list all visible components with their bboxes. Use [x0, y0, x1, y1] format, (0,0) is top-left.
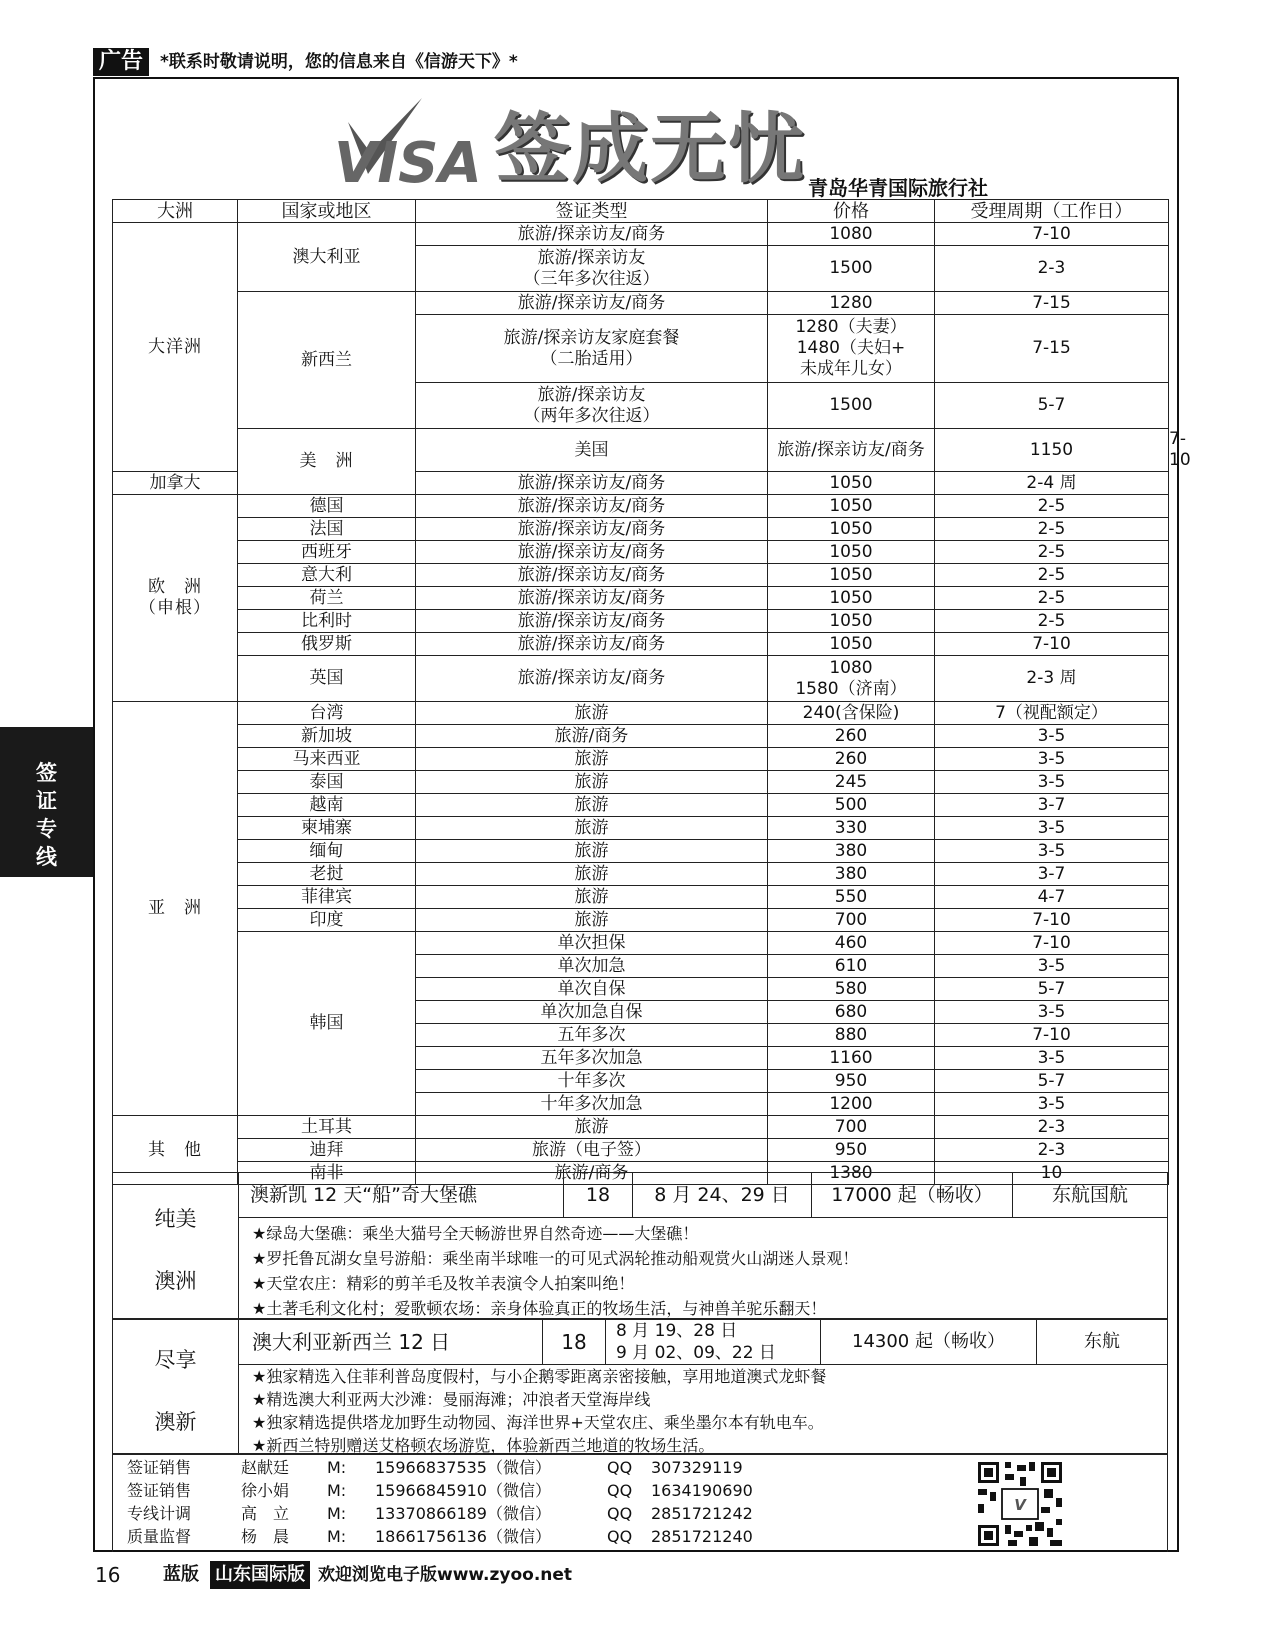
table-row — [113, 518, 1169, 541]
period-cell: 7-10 — [935, 1024, 1169, 1047]
contact-phone: 13370866189（微信） — [375, 1504, 551, 1523]
table-row — [113, 223, 1169, 246]
type-cell: 五年多次加急 — [416, 1047, 768, 1070]
contact-m: M: — [327, 1504, 347, 1523]
price-cell: 580 — [768, 978, 935, 1001]
price-line: 1080 — [829, 657, 873, 678]
type-cell: 旅游/探亲访友/商务 — [416, 656, 768, 702]
country-cell: 澳大利亚 — [238, 223, 416, 292]
tour-highlight: ★独家精选入住菲利普岛度假村，与小企鹅零距离亲密接触，享用地道澳式龙虾餐 — [252, 1367, 827, 1386]
type-cell: 单次加急自保 — [416, 1001, 768, 1024]
edition-label: 蓝版 — [163, 1564, 199, 1585]
type-line: 旅游/探亲访友家庭套餐 — [503, 327, 680, 348]
price-cell: 1050 — [768, 472, 935, 495]
col-header: 受理周期（工作日） — [935, 200, 1169, 223]
type-line: （两年多次往返） — [523, 405, 660, 426]
type-cell: 五年多次 — [416, 1024, 768, 1047]
qr-code-icon — [975, 1459, 1065, 1549]
price-cell: 1050 — [768, 518, 935, 541]
country-cell: 荷兰 — [238, 587, 416, 610]
table-row — [113, 932, 1169, 955]
table-row — [113, 886, 1169, 909]
period-cell: 2-5 — [935, 495, 1169, 518]
period-cell: 7-10 — [935, 633, 1169, 656]
period-cell: 3-5 — [935, 748, 1169, 771]
country-cell: 意大利 — [238, 564, 416, 587]
tour-highlight: ★罗托鲁瓦湖女皇号游船：乘坐南半球唯一的可见式涡轮推动船观赏火山湖迷人景观！ — [252, 1249, 859, 1268]
col-header: 价格 — [768, 200, 935, 223]
price-cell: 460 — [768, 932, 935, 955]
price-cell: 700 — [768, 909, 935, 932]
price-cell: 1160 — [768, 1047, 935, 1070]
table-row — [113, 564, 1169, 587]
country-cell: 西班牙 — [238, 541, 416, 564]
price-cell: 610 — [768, 955, 935, 978]
contact-name: 徐小娟 — [241, 1481, 290, 1500]
ad-note: *联系时敬请说明，您的信息来自《信游天下》* — [160, 52, 518, 72]
tour-date-line: 8 月 19、28 日 — [616, 1321, 738, 1341]
contact-phone: 15966837535（微信） — [375, 1458, 551, 1477]
period-cell: 3-7 — [935, 863, 1169, 886]
tour-label-line: 澳新 — [154, 1410, 197, 1434]
type-cell: 单次加急 — [416, 955, 768, 978]
table-row — [113, 495, 1169, 518]
country-cell: 土耳其 — [238, 1116, 416, 1139]
type-cell: 单次自保 — [416, 978, 768, 1001]
table-row — [113, 1139, 1169, 1162]
period-cell: 7-10 — [935, 932, 1169, 955]
country-cell: 缅甸 — [238, 840, 416, 863]
web-link[interactable]: 欢迎浏览电子版www.zyoo.net — [318, 1565, 573, 1585]
type-cell — [416, 246, 768, 292]
period-cell: 2-3 — [935, 246, 1169, 292]
country-cell: 比利时 — [238, 610, 416, 633]
period-cell: 3-5 — [935, 771, 1169, 794]
continent-cell: 其 他 — [113, 1116, 238, 1185]
price-cell: 330 — [768, 817, 935, 840]
price-cell — [768, 656, 935, 702]
price-cell: 240(含保险) — [768, 702, 935, 725]
period-cell: 3-5 — [935, 725, 1169, 748]
price-cell: 950 — [768, 1139, 935, 1162]
company-name: 青岛华青国际旅行社 — [808, 176, 988, 200]
tour-block-aus-nz — [112, 1319, 1168, 1454]
type-cell: 旅游/探亲访友/商务 — [416, 292, 768, 315]
table-row — [113, 725, 1169, 748]
table-row — [113, 292, 1169, 315]
period-cell: 3-5 — [935, 817, 1169, 840]
tour-header — [238, 1320, 1167, 1365]
type-cell: 旅游 — [416, 909, 768, 932]
type-cell: 旅游/探亲访友/商务 — [416, 541, 768, 564]
period-cell: 2-5 — [935, 564, 1169, 587]
price-cell: 1500 — [768, 246, 935, 292]
period-cell: 3-5 — [935, 1093, 1169, 1116]
period-cell: 2-3 — [935, 1116, 1169, 1139]
type-cell: 旅游/探亲访友/商务 — [416, 472, 768, 495]
period-cell: 2-3 — [935, 1139, 1169, 1162]
period-cell: 3-7 — [935, 794, 1169, 817]
type-cell: 旅游（电子签） — [416, 1139, 768, 1162]
country-cell: 新加坡 — [238, 725, 416, 748]
brand-title: 签成无忧 — [494, 104, 806, 193]
contact-qq: 1634190690 — [651, 1481, 753, 1500]
period-cell: 3-5 — [935, 955, 1169, 978]
type-cell: 旅游/探亲访友/商务 — [416, 587, 768, 610]
contact-phone: 18661756136（微信） — [375, 1527, 551, 1546]
tour-highlights — [238, 1221, 1167, 1321]
table-row — [113, 817, 1169, 840]
contact-qq-label: QQ — [607, 1481, 633, 1500]
tour-airline: 东航国航 — [1051, 1184, 1128, 1206]
contact-phone: 15966845910（微信） — [375, 1481, 551, 1500]
col-header: 国家或地区 — [238, 200, 416, 223]
price-cell: 245 — [768, 771, 935, 794]
page-number: 16 — [95, 1563, 121, 1587]
contact-m: M: — [327, 1458, 347, 1477]
price-cell: 1200 — [768, 1093, 935, 1116]
tour-days: 18 — [543, 1320, 606, 1364]
period-cell: 2-5 — [935, 587, 1169, 610]
contact-qq: 307329119 — [651, 1458, 743, 1477]
type-cell: 旅游 — [416, 794, 768, 817]
side-tab-char: 证 — [36, 789, 57, 813]
price-line: 1280（夫妻） — [795, 317, 907, 337]
table-header-row — [113, 200, 1169, 223]
contact-m: M: — [327, 1527, 347, 1546]
country-cell: 泰国 — [238, 771, 416, 794]
tour-header — [238, 1173, 1167, 1218]
type-line: 旅游/探亲访友 — [537, 247, 646, 268]
price-cell: 1280 — [768, 292, 935, 315]
price-cell: 1080 — [768, 223, 935, 246]
contact-role: 专线计调 — [127, 1504, 192, 1523]
country-cell: 柬埔寨 — [238, 817, 416, 840]
contact-qq-label: QQ — [607, 1504, 633, 1523]
country-cell: 马来西亚 — [238, 748, 416, 771]
table-row — [113, 702, 1169, 725]
contact-name: 高 立 — [241, 1504, 290, 1523]
continent-label: 欧 洲 — [148, 577, 202, 597]
table-row — [113, 863, 1169, 886]
table-row — [113, 587, 1169, 610]
contact-role: 签证销售 — [127, 1458, 192, 1477]
type-line: 旅游/探亲访友 — [537, 384, 646, 405]
type-cell — [416, 383, 768, 429]
col-header: 签证类型 — [416, 200, 768, 223]
table-row — [113, 610, 1169, 633]
country-cell: 英国 — [238, 656, 416, 702]
type-cell: 旅游 — [416, 702, 768, 725]
type-cell: 旅游 — [416, 1116, 768, 1139]
country-cell: 俄罗斯 — [238, 633, 416, 656]
period-cell: 2-4 周 — [935, 472, 1169, 495]
tour-highlight: ★精选澳大利亚两大沙滩：曼丽海滩；冲浪者天堂海岸线 — [252, 1390, 651, 1409]
contact-name: 赵献廷 — [241, 1458, 290, 1477]
ad-tag: 广告 — [93, 48, 149, 76]
price-cell: 880 — [768, 1024, 935, 1047]
period-cell: 5-7 — [935, 1070, 1169, 1093]
price-cell: 380 — [768, 863, 935, 886]
country-cell: 美国 — [416, 429, 768, 472]
contact-qq-label: QQ — [607, 1458, 633, 1477]
table-row — [113, 840, 1169, 863]
price-cell: 1050 — [768, 633, 935, 656]
country-cell: 加拿大 — [113, 472, 238, 495]
type-cell: 旅游/探亲访友/商务 — [416, 223, 768, 246]
price-line: 未成年儿女） — [800, 359, 902, 379]
tour-highlight: ★新西兰特别赠送艾格顿农场游览，体验新西兰地道的牧场生活。 — [252, 1436, 715, 1455]
price-cell: 1050 — [768, 587, 935, 610]
contact-qq-label: QQ — [607, 1527, 633, 1546]
period-cell: 4-7 — [935, 886, 1169, 909]
tour-label-line: 纯美 — [154, 1207, 197, 1231]
period-cell: 7-10 — [935, 223, 1169, 246]
type-cell: 旅游/探亲访友/商务 — [416, 564, 768, 587]
table-row — [113, 656, 1169, 702]
price-cell: 550 — [768, 886, 935, 909]
type-cell: 旅游 — [416, 748, 768, 771]
side-tab-char: 专 — [36, 817, 57, 841]
tour-days: 18 — [564, 1173, 633, 1217]
continent-note: （申根） — [139, 598, 211, 618]
table-row — [113, 541, 1169, 564]
price-cell: 380 — [768, 840, 935, 863]
price-cell: 1150 — [935, 429, 1169, 472]
type-cell: 旅游 — [416, 771, 768, 794]
visa-logo-text: VISA — [334, 131, 482, 190]
price-cell: 1050 — [768, 564, 935, 587]
period-cell: 2-5 — [935, 610, 1169, 633]
tour-highlights — [238, 1365, 1167, 1457]
price-cell: 260 — [768, 748, 935, 771]
continent-cell: 美 洲 — [238, 429, 416, 495]
period-cell: 7-15 — [935, 315, 1169, 383]
type-line: （二胎适用） — [540, 348, 643, 369]
tour-dates — [606, 1320, 821, 1364]
side-tab — [0, 727, 93, 877]
tour-name: 澳大利亚新西兰 12 日 — [238, 1320, 543, 1364]
price-cell: 1050 — [768, 610, 935, 633]
tour-highlight: ★土著毛利文化村；爱歌顿农场：亲身体验真正的牧场生活，与神兽羊驼乐翻天！ — [252, 1299, 827, 1318]
contact-list — [112, 1454, 1168, 1552]
table-row: 美 洲 美国 旅游/探亲访友/商务 1150 7-10 — [113, 429, 1169, 472]
period-cell: 5-7 — [935, 978, 1169, 1001]
tour-label — [113, 1320, 239, 1453]
tour-price: 14300 起（畅收） — [821, 1320, 1037, 1364]
tour-label — [113, 1173, 239, 1318]
contact-role: 质量监督 — [127, 1527, 192, 1546]
type-cell: 旅游/商务 — [416, 1162, 768, 1185]
tour-dates: 8 月 24、29 日 — [633, 1173, 812, 1217]
type-cell: 旅游 — [416, 817, 768, 840]
tour-highlight: ★独家精选提供塔龙加野生动物园、海洋世界+天堂农庄、乘坐墨尔本有轨电车。 — [252, 1413, 824, 1432]
country-cell: 新西兰 — [238, 292, 416, 429]
type-cell: 旅游 — [416, 840, 768, 863]
type-cell: 旅游/探亲访友/商务 — [416, 518, 768, 541]
period-cell: 10 — [935, 1162, 1169, 1185]
country-cell: 德国 — [238, 495, 416, 518]
type-line: （三年多次往返） — [523, 268, 660, 289]
side-tab-char: 线 — [36, 845, 57, 869]
type-cell: 旅游/探亲访友/商务 — [416, 610, 768, 633]
price-cell: 260 — [768, 725, 935, 748]
period-cell: 5-7 — [935, 383, 1169, 429]
period-cell: 7（视配额定） — [935, 702, 1169, 725]
col-header: 大洲 — [113, 200, 238, 223]
country-cell: 迪拜 — [238, 1139, 416, 1162]
period-cell: 7-10 — [935, 909, 1169, 932]
edition-badge: 山东国际版 — [210, 1561, 310, 1589]
period-cell: 3-5 — [935, 840, 1169, 863]
tour-airline: 东航 — [1084, 1331, 1120, 1352]
price-cell: 1380 — [768, 1162, 935, 1185]
type-cell: 单次担保 — [416, 932, 768, 955]
country-cell: 南非 — [238, 1162, 416, 1185]
price-cell: 500 — [768, 794, 935, 817]
tour-price: 17000 起（畅收） — [812, 1173, 1013, 1217]
price-cell — [768, 315, 935, 383]
table-row — [113, 1116, 1169, 1139]
period-cell: 7-15 — [935, 292, 1169, 315]
type-cell: 旅游 — [416, 886, 768, 909]
country-cell: 台湾 — [238, 702, 416, 725]
country-cell: 菲律宾 — [238, 886, 416, 909]
country-cell: 韩国 — [238, 932, 416, 1116]
period-cell: 3-5 — [935, 1001, 1169, 1024]
contact-name: 杨 晨 — [241, 1527, 290, 1546]
price-cell: 950 — [768, 1070, 935, 1093]
country-cell: 法国 — [238, 518, 416, 541]
tour-label-line: 尽享 — [154, 1348, 197, 1372]
visa-price-table — [112, 199, 1191, 1185]
price-cell: 1050 — [768, 495, 935, 518]
price-cell: 1500 — [768, 383, 935, 429]
type-cell: 十年多次 — [416, 1070, 768, 1093]
period-cell: 2-5 — [935, 518, 1169, 541]
tour-name: 澳新凯 12 天“船”奇大堡礁 — [238, 1173, 564, 1217]
continent-cell: 大洋洲 — [113, 223, 238, 472]
side-tab-char: 签 — [36, 761, 57, 785]
type-cell — [416, 315, 768, 383]
tour-block-australia — [112, 1172, 1168, 1319]
price-line: 1580（济南） — [795, 678, 907, 699]
type-cell: 旅游/探亲访友/商务 — [416, 495, 768, 518]
country-cell: 老挝 — [238, 863, 416, 886]
contact-m: M: — [327, 1481, 347, 1500]
table-row — [113, 771, 1169, 794]
contact-role: 签证销售 — [127, 1481, 192, 1500]
period-cell: 2-3 周 — [935, 656, 1169, 702]
tour-label-line: 澳洲 — [154, 1269, 197, 1293]
tour-date-line: 9 月 02、09、22 日 — [616, 1343, 776, 1363]
table-row — [113, 909, 1169, 932]
price-cell: 700 — [768, 1116, 935, 1139]
type-cell: 旅游/商务 — [416, 725, 768, 748]
continent-cell: 亚 洲 — [113, 702, 238, 1116]
tour-highlight: ★天堂农庄：精彩的剪羊毛及牧羊表演令人拍案叫绝！ — [252, 1274, 635, 1293]
table-row — [113, 794, 1169, 817]
contact-qq: 2851721242 — [651, 1504, 753, 1523]
type-cell: 旅游 — [416, 863, 768, 886]
tour-highlight: ★绿岛大堡礁：乘坐大猫号全天畅游世界自然奇迹——大堡礁！ — [252, 1224, 699, 1243]
country-cell: 印度 — [238, 909, 416, 932]
continent-cell — [113, 495, 238, 702]
type-cell: 十年多次加急 — [416, 1093, 768, 1116]
contact-qq: 2851721240 — [651, 1527, 753, 1546]
table-row — [113, 748, 1169, 771]
price-line: 1480（夫妇+ — [796, 338, 906, 358]
country-cell: 越南 — [238, 794, 416, 817]
table-row — [113, 633, 1169, 656]
price-cell: 1050 — [768, 541, 935, 564]
period-cell: 2-5 — [935, 541, 1169, 564]
svg-text:V: V — [1014, 1496, 1026, 1514]
price-cell: 680 — [768, 1001, 935, 1024]
type-cell: 旅游/探亲访友/商务 — [768, 429, 935, 472]
type-cell: 旅游/探亲访友/商务 — [416, 633, 768, 656]
period-cell: 3-5 — [935, 1047, 1169, 1070]
